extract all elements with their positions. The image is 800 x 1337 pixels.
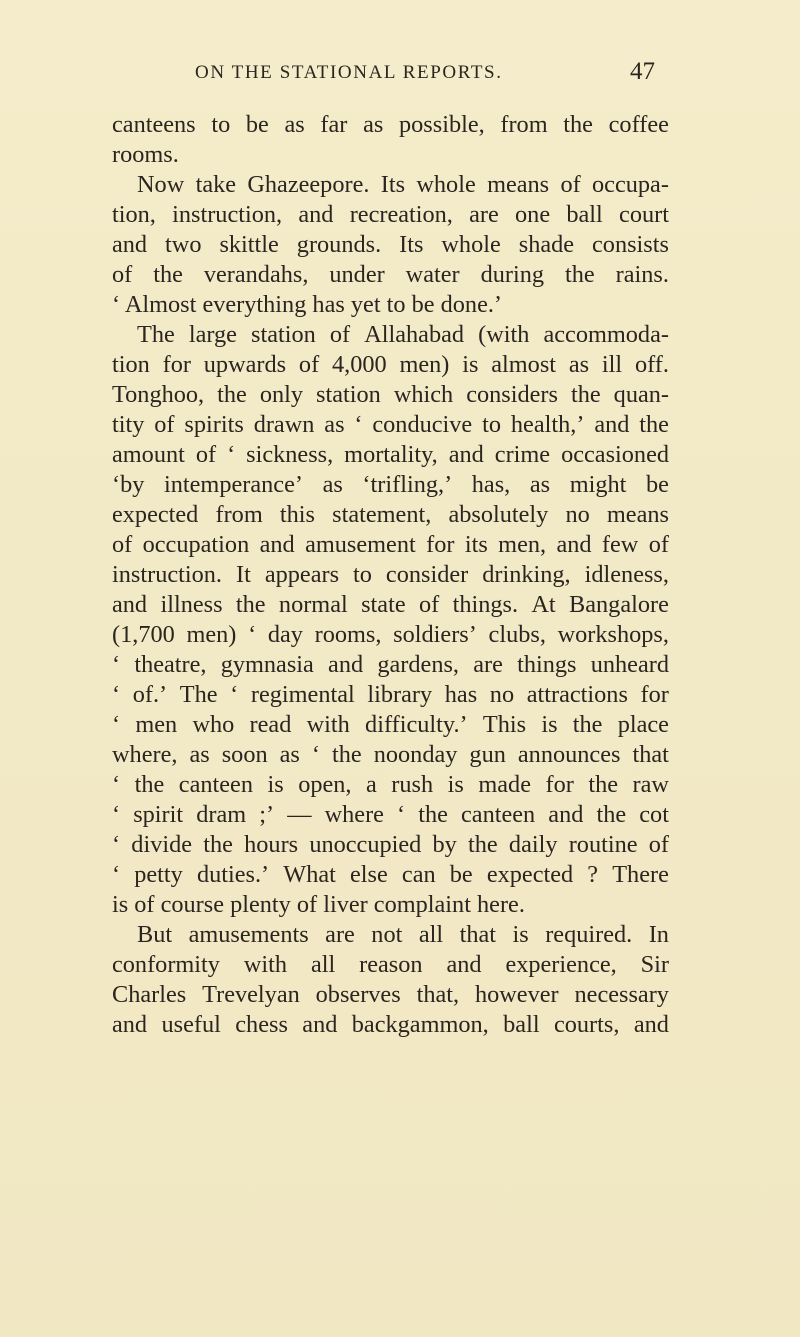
text-line: ‘ theatre, gymnasia and gardens, are things unheard <box>112 651 669 678</box>
text-line: instruction. It appears to consider drinking, idleness, <box>112 561 669 588</box>
text-line: Now take Ghazeepore. Its whole means of occupa- <box>137 171 669 198</box>
text-line: rooms. <box>112 141 179 168</box>
text-line: tity of spirits drawn as ‘ conducive to health,’ and the <box>112 411 669 438</box>
text-line: amount of ‘ sickness, mortality, and crime occasioned <box>112 441 669 468</box>
running-title: ON THE STATIONAL REPORTS. <box>195 62 503 83</box>
text-line: tion for upwards of 4,000 men) is almost as ill off. <box>112 351 669 378</box>
text-line: and illness the normal state of things. At Bangalore <box>112 591 669 618</box>
text-line: ‘ Almost everything has yet to be done.’ <box>112 291 503 318</box>
text-line: ‘ spirit dram ;’ — where ‘ the canteen and the cot <box>112 801 669 828</box>
text-line: canteens to be as far as possible, from the coffee <box>112 111 669 138</box>
text-line: where, as soon as ‘ the noonday gun announces that <box>112 741 669 768</box>
text-line: tion, instruction, and recreation, are one ball court <box>112 201 669 228</box>
text-line: ‘ men who read with difficulty.’ This is the place <box>112 711 669 738</box>
text-line: conformity with all reason and experience, Sir <box>112 951 669 978</box>
text-line: is of course plenty of liver complaint here. <box>112 891 525 918</box>
text-line: ‘ of.’ The ‘ regimental library has no attractions for <box>112 681 669 708</box>
text-line: expected from this statement, absolutely no means <box>112 501 669 528</box>
text-line: and two skittle grounds. Its whole shade consists <box>112 231 669 258</box>
text-line: ‘ divide the hours unoccupied by the daily routine of <box>112 831 669 858</box>
text-line: of the verandahs, under water during the rains. <box>112 261 669 288</box>
running-head <box>0 60 800 90</box>
text-line: and useful chess and backgammon, ball courts, and <box>112 1011 669 1038</box>
text-line: of occupation and amusement for its men, and few of <box>112 531 669 558</box>
text-line: Tonghoo, the only station which considers the quan- <box>112 381 669 408</box>
text-line: ‘ petty duties.’ What else can be expected ? There <box>112 861 669 888</box>
text-line: ‘ the canteen is open, a rush is made for the raw <box>112 771 669 798</box>
text-line: The large station of Allahabad (with accommoda- <box>137 321 669 348</box>
text-line: ‘by intemperance’ as ‘trifling,’ has, as might be <box>112 471 669 498</box>
text-line: Charles Trevelyan observes that, however necessary <box>112 981 669 1008</box>
text-line: (1,700 men) ‘ day rooms, soldiers’ clubs, workshops, <box>112 621 669 648</box>
text-line: But amusements are not all that is required. In <box>137 921 669 948</box>
page-number: 47 <box>630 58 655 85</box>
